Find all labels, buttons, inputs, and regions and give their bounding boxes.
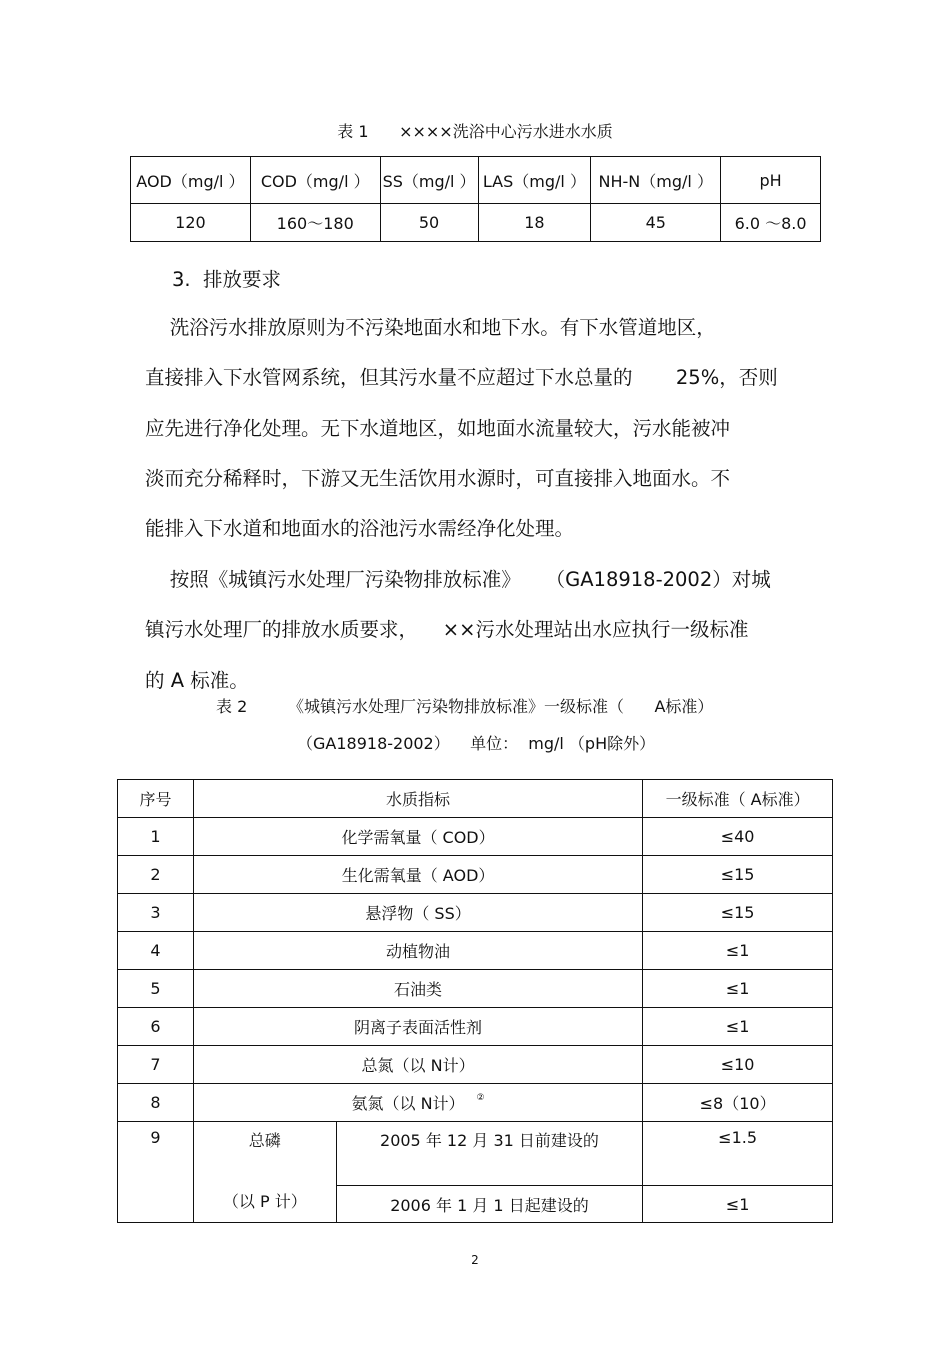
paragraph-standard <box>145 555 815 706</box>
row-number: 2 <box>118 856 194 894</box>
indicator-name: 生化需氧量（ AOD） <box>193 856 642 894</box>
table2-header-cell: 序号 <box>118 780 194 818</box>
indicator-subcondition: 2006 年 1 月 1 日起建设的 <box>336 1186 643 1223</box>
table-row <box>118 1084 833 1122</box>
indicator-cell <box>193 1084 642 1122</box>
table1 <box>130 156 821 242</box>
table-row <box>118 932 833 970</box>
limit-value: ≤15 <box>643 856 833 894</box>
paragraph-discharge-principle <box>145 303 815 554</box>
limit-value: ≤10 <box>643 1046 833 1084</box>
limit-value: ≤1 <box>643 1186 833 1223</box>
table2-header-cell: 水质指标 <box>193 780 642 818</box>
indicator-basis: （以 P 计） <box>222 1192 307 1211</box>
row-number: 7 <box>118 1046 194 1084</box>
indicator-name: 氨氮（以 N计） <box>351 1094 465 1113</box>
table-row <box>118 894 833 932</box>
row-number: 9 <box>118 1122 194 1223</box>
table1-value-cell: 120 <box>131 204 251 242</box>
table1-value-row <box>131 204 821 242</box>
table2 <box>117 779 833 1223</box>
table1-header-row <box>131 157 821 204</box>
row-number: 5 <box>118 970 194 1008</box>
row-number: 1 <box>118 818 194 856</box>
limit-value: ≤1 <box>643 970 833 1008</box>
table2-caption: 表 2 《城镇污水处理厂污染物排放标准》一级标准（ A标准） <box>216 697 714 716</box>
table1-header-cell: pH <box>721 157 821 204</box>
indicator-name: 总磷 <box>248 1131 281 1150</box>
table2-header-cell: 一级标准（ A标准） <box>643 780 833 818</box>
indicator-name: 石油类 <box>193 970 642 1008</box>
paragraph-line: 洗浴污水排放原则为不污染地面水和地下水。有下水管道地区， <box>145 316 716 339</box>
paragraph-line: 按照《城镇污水处理厂污染物排放标准》 （GA18918-2002）对城 <box>145 568 771 591</box>
table-row <box>118 1122 833 1186</box>
row-number: 3 <box>118 894 194 932</box>
table1-header-cell: LAS（mg/l ） <box>478 157 591 204</box>
section-heading: 3. 排放要求 <box>172 268 282 291</box>
row-number: 6 <box>118 1008 194 1046</box>
limit-value: ≤15 <box>643 894 833 932</box>
indicator-name: 总氮（以 N计） <box>193 1046 642 1084</box>
paragraph-line: 直接排入下水管网系统，但其污水量不应超过下水总量的 25%，否则 <box>145 366 778 390</box>
table1-value-cell: 50 <box>380 204 478 242</box>
limit-value: ≤1 <box>643 932 833 970</box>
indicator-name: 悬浮物（ SS） <box>193 894 642 932</box>
table-row <box>118 856 833 894</box>
paragraph-line: 能排入下水道和地面水的浴池污水需经净化处理。 <box>145 517 575 541</box>
row-number: 4 <box>118 932 194 970</box>
paragraph-line: 应先进行净化处理。无下水道地区，如地面水流量较大，污水能被冲 <box>145 416 731 440</box>
indicator-subcondition: 2005 年 12 月 31 日前建设的 <box>336 1122 643 1186</box>
table-row <box>118 1008 833 1046</box>
limit-value: ≤1 <box>643 1008 833 1046</box>
table1-value-cell: 18 <box>478 204 591 242</box>
table-row <box>118 970 833 1008</box>
limit-value: ≤1.5 <box>643 1122 833 1186</box>
table1-header-cell: AOD（mg/l ） <box>131 157 251 204</box>
table1-value-cell: 6.0 ～8.0 <box>721 204 821 242</box>
table1-value-cell: 160～180 <box>250 204 380 242</box>
indicator-name: 动植物油 <box>193 932 642 970</box>
table1-header-cell: SS（mg/l ） <box>380 157 478 204</box>
limit-value: ≤8（10） <box>643 1084 833 1122</box>
footnote-marker: ② <box>476 1093 485 1103</box>
table1-caption: 表 1 ××××洗浴中心污水进水水质 <box>337 122 613 141</box>
table1-header-cell: COD（mg/l ） <box>250 157 380 204</box>
table-row <box>118 1046 833 1084</box>
table-row <box>118 818 833 856</box>
paragraph-line: 的 A 标准。 <box>145 668 249 692</box>
table2-caption-unit: （GA18918-2002） 单位： mg/l （pH除外） <box>297 734 656 753</box>
page-number: 2 <box>471 1253 479 1267</box>
indicator-cell-phosphorus <box>193 1122 336 1223</box>
indicator-name: 阴离子表面活性剂 <box>193 1008 642 1046</box>
table1-header-cell: NH-N（mg/l ） <box>591 157 721 204</box>
table2-header-row <box>118 780 833 818</box>
row-number: 8 <box>118 1084 194 1122</box>
paragraph-line: 淡而充分稀释时，下游又无生活饮用水源时，可直接排入地面水。不 <box>145 466 731 490</box>
indicator-name: 化学需氧量（ COD） <box>193 818 642 856</box>
limit-value: ≤40 <box>643 818 833 856</box>
paragraph-line: 镇污水处理厂的排放水质要求， ××污水处理站出水应执行一级标准 <box>145 618 749 642</box>
table1-value-cell: 45 <box>591 204 721 242</box>
